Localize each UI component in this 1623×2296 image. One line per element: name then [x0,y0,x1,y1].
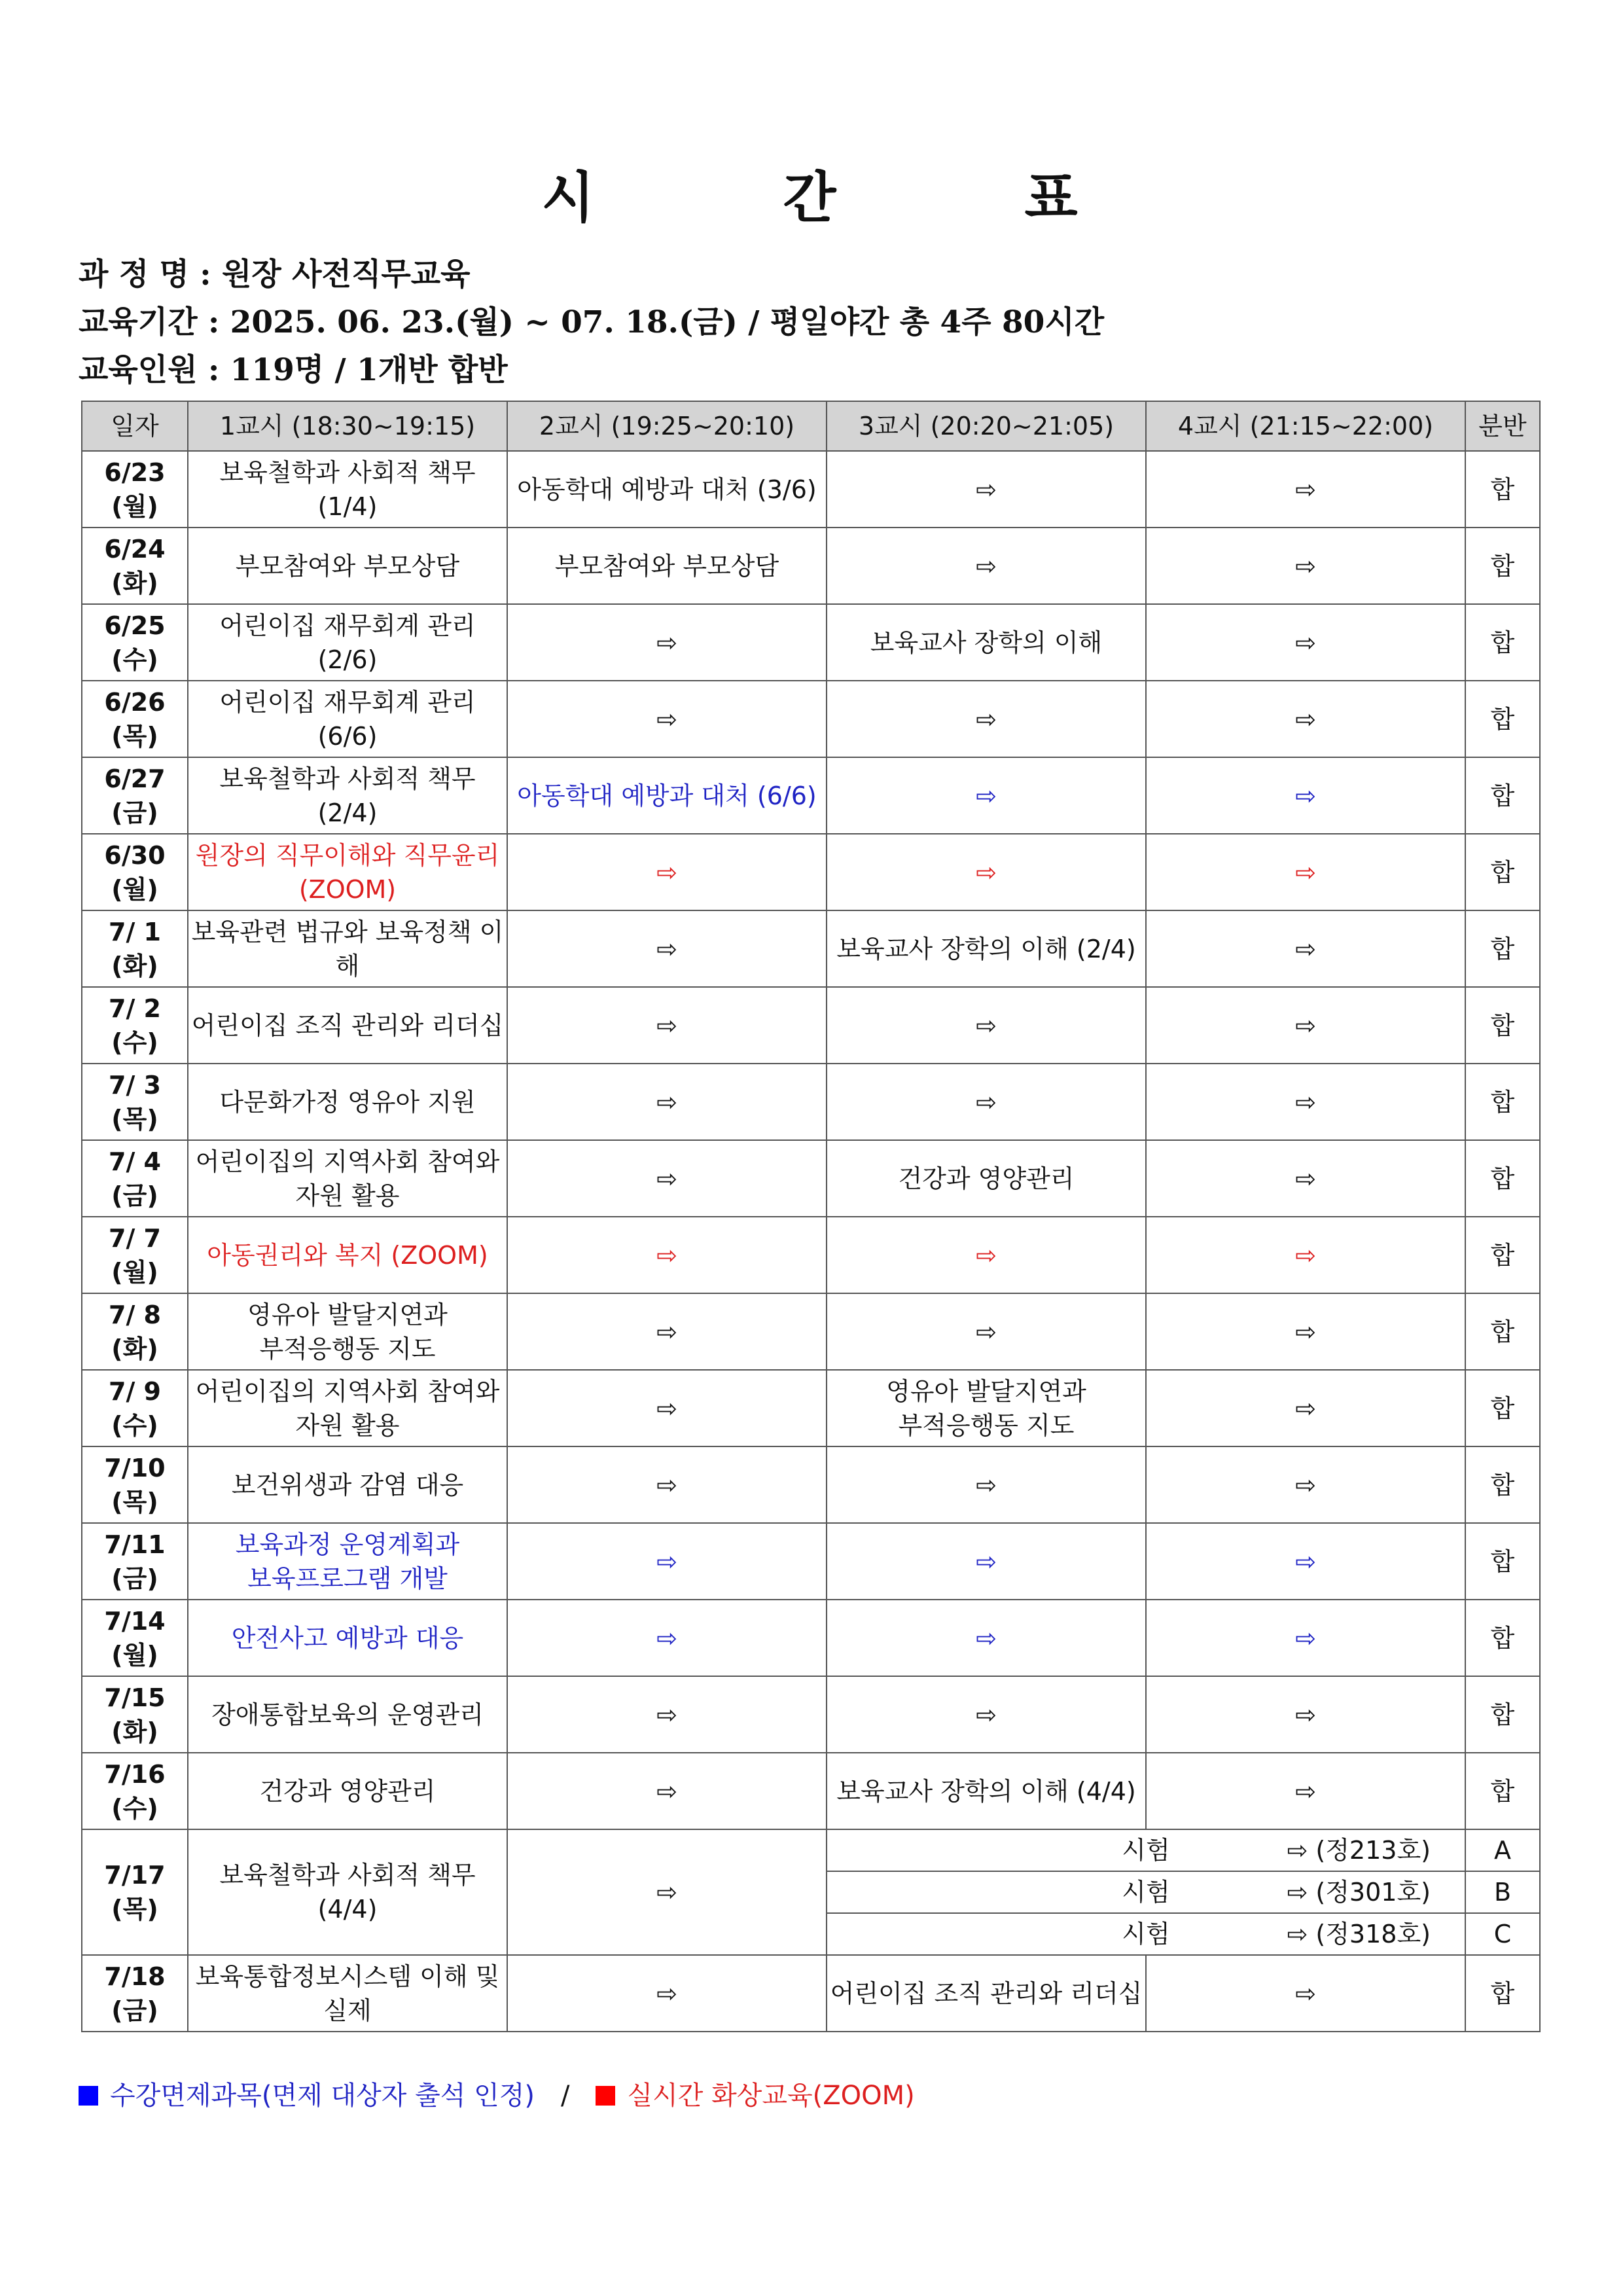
arrow-icon: ⇨ [507,1217,827,1293]
period-3-cell: 보육교사 장학의 이해 [827,604,1146,681]
arrow-icon: ⇨ [1146,834,1465,910]
group-cell: 합 [1465,1064,1540,1140]
exam-name: 시험 [1122,1836,1170,1865]
period-1-cell: 보육관련 법규와 보육정책 이해 [188,910,507,987]
period-1-cell: 보육철학과 사회적 책무 (2/4) [188,757,507,834]
date-cell: 7/ 2 (수) [82,987,188,1064]
red-square-icon [596,2086,615,2106]
arrow-icon: ⇨ [1146,604,1465,681]
table-row [82,604,1540,681]
arrow-icon: ⇨ [827,528,1146,604]
legend-zoom: 실시간 화상교육(ZOOM) [627,2081,915,2111]
arrow-icon: ⇨ [827,757,1146,834]
arrow-icon: ⇨ [1146,681,1465,757]
arrow-icon: ⇨ [507,1600,827,1676]
date-cell: 7/18 (금) [82,1955,188,2032]
group-cell: 합 [1465,1217,1540,1293]
arrow-icon: ⇨ [507,1523,827,1600]
period-1-cell: 어린이집 재무회계 관리 (6/6) [188,681,507,757]
arrow-icon: ⇨ [827,987,1146,1064]
date-cell: 7/ 1 (화) [82,910,188,987]
exam-cell [827,1829,1465,1871]
date-cell: 7/ 3 (목) [82,1064,188,1140]
table-row [82,528,1540,604]
period-1-cell: 어린이집의 지역사회 참여와 자원 활용 [188,1140,507,1217]
period-1-cell: 원장의 직무이해와 직무윤리 (ZOOM) [188,834,507,910]
arrow-icon: ⇨ [507,1446,827,1523]
group-cell: 합 [1465,1523,1540,1600]
table-row [82,681,1540,757]
table-row [82,1370,1540,1446]
arrow-icon: ⇨ [827,1676,1146,1753]
period-3-cell: 영유아 발달지연과 부적응행동 지도 [827,1370,1146,1446]
arrow-icon: ⇨ [827,1600,1146,1676]
arrow-icon: ⇨ [1146,1217,1465,1293]
period-3-cell: 보육교사 장학의 이해 (4/4) [827,1753,1146,1829]
group-cell: 합 [1465,757,1540,834]
arrow-icon: ⇨ [1146,910,1465,987]
table-row [82,834,1540,910]
date-cell: 6/25 (수) [82,604,188,681]
arrow-icon: ⇨ [827,681,1146,757]
table-row [82,757,1540,834]
table-row [82,1140,1540,1217]
group-cell: 합 [1465,1370,1540,1446]
period-1-cell: 영유아 발달지연과 부적응행동 지도 [188,1293,507,1370]
arrow-icon: ⇨ [1146,757,1465,834]
date-cell: 7/ 7 (월) [82,1217,188,1293]
table-row [82,1523,1540,1600]
arrow-icon: ⇨ [827,451,1146,528]
table-row [82,1829,1540,1871]
arrow-icon: ⇨ [827,834,1146,910]
period-1-cell: 안전사고 예방과 대응 [188,1600,507,1676]
date-cell: 7/10 (목) [82,1446,188,1523]
date-cell: 7/ 8 (화) [82,1293,188,1370]
group-cell: A [1465,1829,1540,1871]
group-cell: 합 [1465,1600,1540,1676]
period-1-cell: 어린이집 재무회계 관리 (2/6) [188,604,507,681]
group-cell: 합 [1465,1955,1540,2032]
page-title: 시 간 표 [541,165,1082,230]
group-cell: C [1465,1913,1540,1955]
table-row [82,1955,1540,2032]
period-3-cell: 보육교사 장학의 이해 (2/4) [827,910,1146,987]
period-1-cell: 어린이집의 지역사회 참여와 자원 활용 [188,1370,507,1446]
date-cell: 7/17 (목) [82,1829,188,1955]
timetable-header [82,401,1540,451]
exam-name: 시험 [1122,1878,1170,1907]
exam-room: ⇨ (정213호) [1287,1836,1431,1865]
blue-square-icon [79,2086,98,2106]
exam-cell [827,1913,1465,1955]
group-cell: 합 [1465,1446,1540,1523]
period-1-cell: 부모참여와 부모상담 [188,528,507,604]
period-1-cell: 건강과 영양관리 [188,1753,507,1829]
arrow-icon: ⇨ [507,910,827,987]
arrow-icon: ⇨ [1146,1676,1465,1753]
arrow-icon: ⇨ [827,1523,1146,1600]
period-1-cell: 보육철학과 사회적 책무 (4/4) [188,1829,507,1955]
arrow-icon: ⇨ [1146,1600,1465,1676]
arrow-icon: ⇨ [507,681,827,757]
arrow-icon: ⇨ [507,1829,827,1955]
legend [79,2075,915,2112]
table-row [82,1217,1540,1293]
group-cell: 합 [1465,1293,1540,1370]
arrow-icon: ⇨ [507,1140,827,1217]
period-2-cell: 부모참여와 부모상담 [507,528,827,604]
group-cell: 합 [1465,1753,1540,1829]
date-cell: 6/24 (화) [82,528,188,604]
period-1-cell: 보육과정 운영계획과 보육프로그램 개발 [188,1523,507,1600]
arrow-icon: ⇨ [1146,1955,1465,2032]
period-1-cell: 다문화가정 영유아 지원 [188,1064,507,1140]
arrow-icon: ⇨ [507,1370,827,1446]
period-1-cell: 아동권리와 복지 (ZOOM) [188,1217,507,1293]
legend-separator: / [560,2081,570,2111]
arrow-icon: ⇨ [507,1064,827,1140]
arrow-icon: ⇨ [1146,1370,1465,1446]
group-cell: 합 [1465,604,1540,681]
table-row [82,1446,1540,1523]
arrow-icon: ⇨ [1146,1140,1465,1217]
period-1-cell: 보육통합정보시스템 이해 및 실제 [188,1955,507,2032]
group-cell: B [1465,1871,1540,1913]
period-2-cell: 아동학대 예방과 대처 (3/6) [507,451,827,528]
group-cell: 합 [1465,834,1540,910]
header-period-1: 1교시 (18:30~19:15) [188,401,507,451]
date-cell: 7/ 9 (수) [82,1370,188,1446]
arrow-icon: ⇨ [827,1064,1146,1140]
group-cell: 합 [1465,451,1540,528]
arrow-icon: ⇨ [507,1676,827,1753]
exam-name: 시험 [1122,1920,1170,1948]
date-cell: 7/15 (화) [82,1676,188,1753]
course-period: 교육기간 : 2025. 06. 23.(월) ~ 07. 18.(금) / 평일야간 총 4주 80시간 [79,304,1105,340]
arrow-icon: ⇨ [507,1753,827,1829]
arrow-icon: ⇨ [827,1293,1146,1370]
group-cell: 합 [1465,1676,1540,1753]
period-2-cell: 아동학대 예방과 대처 (6/6) [507,757,827,834]
course-name: 과 정 명 : 원장 사전직무교육 [79,257,471,293]
arrow-icon: ⇨ [827,1217,1146,1293]
arrow-icon: ⇨ [1146,1753,1465,1829]
arrow-icon: ⇨ [507,1955,827,2032]
table-row [82,1600,1540,1676]
group-cell: 합 [1465,681,1540,757]
arrow-icon: ⇨ [1146,528,1465,604]
period-1-cell: 어린이집 조직 관리와 리더십 [188,987,507,1064]
table-row [82,1753,1540,1829]
group-cell: 합 [1465,1140,1540,1217]
arrow-icon: ⇨ [827,1446,1146,1523]
table-row [82,1676,1540,1753]
date-cell: 6/26 (목) [82,681,188,757]
arrow-icon: ⇨ [1146,1064,1465,1140]
arrow-icon: ⇨ [1146,1293,1465,1370]
group-cell: 합 [1465,528,1540,604]
date-cell: 7/16 (수) [82,1753,188,1829]
period-3-cell: 어린이집 조직 관리와 리더십 [827,1955,1146,2032]
arrow-icon: ⇨ [1146,987,1465,1064]
table-row [82,910,1540,987]
table-row [82,451,1540,528]
date-cell: 6/30 (월) [82,834,188,910]
period-3-cell: 건강과 영양관리 [827,1140,1146,1217]
period-1-cell: 보육철학과 사회적 책무 (1/4) [188,451,507,528]
arrow-icon: ⇨ [1146,1523,1465,1600]
table-row [82,987,1540,1064]
arrow-icon: ⇨ [507,1293,827,1370]
header-period-2: 2교시 (19:25~20:10) [507,401,827,451]
date-cell: 6/23 (월) [82,451,188,528]
exam-room: ⇨ (정301호) [1287,1878,1431,1907]
arrow-icon: ⇨ [507,604,827,681]
group-cell: 합 [1465,910,1540,987]
legend-exempt: 수강면제과목(면제 대상자 출석 인정) [110,2081,535,2111]
header-date: 일자 [82,401,188,451]
arrow-icon: ⇨ [507,987,827,1064]
exam-cell [827,1871,1465,1913]
table-row [82,1064,1540,1140]
header-period-4: 4교시 (21:15~22:00) [1146,401,1465,451]
date-cell: 7/11 (금) [82,1523,188,1600]
date-cell: 7/ 4 (금) [82,1140,188,1217]
timetable [81,401,1541,2032]
exam-room: ⇨ (정318호) [1287,1920,1431,1948]
date-cell: 7/14 (월) [82,1600,188,1676]
header-period-3: 3교시 (20:20~21:05) [827,401,1146,451]
course-people: 교육인원 : 119명 / 1개반 합반 [79,352,508,388]
arrow-icon: ⇨ [1146,1446,1465,1523]
date-cell: 6/27 (금) [82,757,188,834]
group-cell: 합 [1465,987,1540,1064]
period-1-cell: 장애통합보육의 운영관리 [188,1676,507,1753]
arrow-icon: ⇨ [1146,451,1465,528]
header-group: 분반 [1465,401,1540,451]
period-1-cell: 보건위생과 감염 대응 [188,1446,507,1523]
table-row [82,1293,1540,1370]
arrow-icon: ⇨ [507,834,827,910]
